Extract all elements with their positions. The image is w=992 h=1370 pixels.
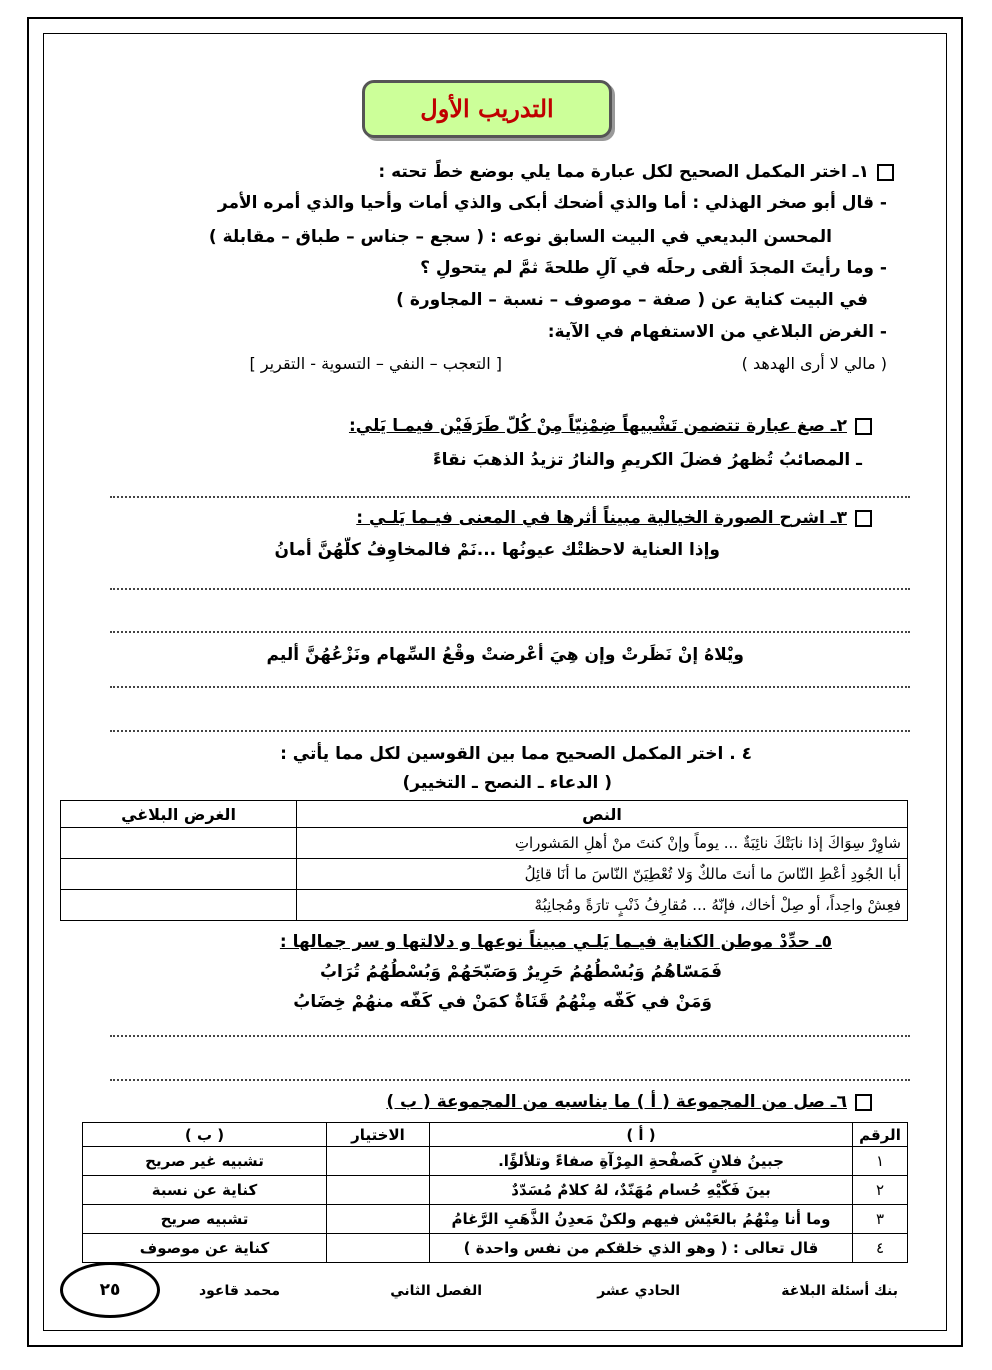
q5-heading: ٥ـ حدِّدْ موطن الكناية فيـما يَلـي مبيناً نوعها و دلالتها و سر جمالها : xyxy=(279,932,832,952)
q6-row-a: وما أنا مِنْهُمُ بالعَيْش فيهم ولكنْ مَعدِنُ الذَّهَبِ الرَّغامُ xyxy=(430,1205,853,1234)
q6-choice-cell[interactable] xyxy=(327,1205,430,1234)
q6-row-a: قال تعالى : ( وهو الذي خلقكم من نفس واحدة ) xyxy=(430,1234,853,1263)
table-row xyxy=(83,1205,908,1234)
q6-row-a: بينَ فَكّيْهِ حُسام مُهَنّدٌ، لهُ كلامٌ مُسَدّدٌ xyxy=(430,1176,853,1205)
answer-line xyxy=(110,686,910,688)
table-row xyxy=(83,1147,908,1176)
answer-line xyxy=(110,730,910,732)
footer-grade: الحادي عشر xyxy=(597,1283,680,1299)
q4-options: ( الدعاء ـ النصح ـ التخيير) xyxy=(402,773,612,793)
answer-line xyxy=(110,496,910,498)
q5-line1: فَمَسّاهُمُ وَبُسْطُهُمُ حَرِيرٌ وَصَبّحَهُمْ وَبُسْطُهُمُ تُرَابُ xyxy=(319,962,722,982)
checkbox-icon xyxy=(855,418,872,435)
q6-row-num: ٤ xyxy=(853,1234,908,1263)
table-row xyxy=(61,859,908,890)
checkbox-icon xyxy=(855,510,872,527)
q6-choice-cell[interactable] xyxy=(327,1147,430,1176)
q2-heading: ٢ـ صغ عبارة تتضمن تَشْبيهاً ضِمْنِيّاً مِنْ كُلّ طَرَفَيْن فيمـا يَلي: xyxy=(349,416,872,436)
q6-row-num: ٢ xyxy=(853,1176,908,1205)
q1-item3-line1: - الغرض البلاغي من الاستفهام في الآية: xyxy=(547,322,887,342)
q6-row-num: ٣ xyxy=(853,1205,908,1234)
footer-author: محمد قاعود xyxy=(198,1283,280,1299)
q1-item2-line1: - وما رأيتَ المجدَ ألقى رحلَه في آلِ طلحةَ ثمَّ لم يتحولِ ؟ xyxy=(420,258,887,278)
q4-table xyxy=(60,800,908,921)
q4-answer-cell[interactable] xyxy=(61,890,297,921)
checkbox-icon xyxy=(877,164,894,181)
q4-heading: ٤ . اختر المكمل الصحيح مما بين القوسين لكل مما يأتي : xyxy=(280,744,752,764)
q4-answer-cell[interactable] xyxy=(61,859,297,890)
checkbox-icon xyxy=(855,1094,872,1111)
q6-col-b: ( ب ) xyxy=(83,1123,327,1147)
q6-row-num: ١ xyxy=(853,1147,908,1176)
answer-line xyxy=(110,631,910,633)
answer-line xyxy=(110,1079,910,1081)
q3-heading: ٣ـ اشرح الصورة الخيالية مبيناً أثرها في المعنى فيـما يَلـي : xyxy=(356,508,872,528)
q6-choice-cell[interactable] xyxy=(327,1234,430,1263)
page-number: ٢٥ xyxy=(60,1262,160,1318)
q6-row-b: تشبيه صريح xyxy=(83,1205,327,1234)
q6-choice-cell[interactable] xyxy=(327,1176,430,1205)
q6-heading: ٦ـ صل من المجموعة ( أ ) ما يناسبه من المجموعة ( ب ) xyxy=(386,1092,872,1112)
q2-item: ـ المصائبُ تُظهرُ فضلَ الكريمِ والنارُ تزيدُ الذهبَ نقاءً xyxy=(432,450,862,470)
q3-verse2: ويْلاهُ إنْ نَظَرتْ وإن هِيَ أعْرضتْ وقْعُ السِّهام ونَزْعُهُنَّ أليم xyxy=(266,645,744,665)
table-row xyxy=(83,1176,908,1205)
q4-row-text: أبا الجُودِ أعْطِ النّاسَ ما أنتَ مالكٌ وَلا تُعْطِيَنّ النّاسَ ما أنَا قائِلُ xyxy=(297,859,908,890)
q6-row-b: كناية عن موصوف xyxy=(83,1234,327,1263)
q6-row-b: تشبيه غير صريح xyxy=(83,1147,327,1176)
q1-item1-line2: المحسن البديعي في البيت السابق نوعه : ( سجع – جناس – طباق – مقابلة ) xyxy=(208,227,832,247)
q1-item3-options: [ التعجب – النفي – التسوية - التقرير ] xyxy=(249,354,502,373)
q1-item2-line2: في البيت كناية عن ( صفة – موصوف – نسبة – المجاورة ) xyxy=(396,290,868,310)
q1-heading: ١ـ اختر المكمل الصحيح لكل عبارة مما يلي بوضع خطً تحته : xyxy=(378,162,894,182)
q3-verse1: وإذا العناية لاحظتْك عيونُها ...نَمْ فالمخاوِفُ كلّهُنَّ أمانُ xyxy=(274,540,720,560)
footer-term: الفصل الثاني xyxy=(390,1283,482,1299)
q4-row-text: فعِشْ واحِداً، أو صِلْ أخاك، فإنّهُ ... مُقارِفُ ذَنْبٍ تارَةً ومُجانِبُهْ xyxy=(297,890,908,921)
answer-line xyxy=(110,1035,910,1037)
table-row xyxy=(83,1234,908,1263)
q6-table xyxy=(82,1122,908,1263)
q1-item1-line1: - قال أبو صخر الهذلي : أما والذي أضحك أبكى والذي أمات وأحيا والذي أمره الأمر xyxy=(217,193,887,213)
q4-col-purpose: الغرض البلاغي xyxy=(61,801,297,828)
q1-item3-verse: ( مالي لا أرى الهدهد ) xyxy=(741,354,887,373)
q6-col-choice: الاختيار xyxy=(327,1123,430,1147)
q4-col-text: النص xyxy=(297,801,908,828)
q6-row-a: جبينُ فلانٍ كَصفْحةِ المِرْآةِ صفاءً وتلألؤًا. xyxy=(430,1147,853,1176)
q4-row-text: شاوِرْ سِوَاكَ إذا نابَتْكَ نائِبَةٌ ... يوماً وإنْ كنتَ منْ أهلِ المَشوراتِ xyxy=(297,828,908,859)
q6-col-num: الرقم xyxy=(853,1123,908,1147)
table-row xyxy=(61,828,908,859)
answer-line xyxy=(110,588,910,590)
q4-answer-cell[interactable] xyxy=(61,828,297,859)
q6-col-a: ( أ ) xyxy=(430,1123,853,1147)
q6-row-b: كناية عن نسبة xyxy=(83,1176,327,1205)
page-title: التدريب الأول xyxy=(362,80,612,138)
table-row xyxy=(61,890,908,921)
footer-bank: بنك أسئلة البلاغة xyxy=(781,1283,898,1299)
q5-line2: وَمَنْ في كَفّه مِنْهُمُ قَنَاةٌ كمَنْ في كَفّه منهُمْ خِضَابُ xyxy=(293,992,712,1012)
